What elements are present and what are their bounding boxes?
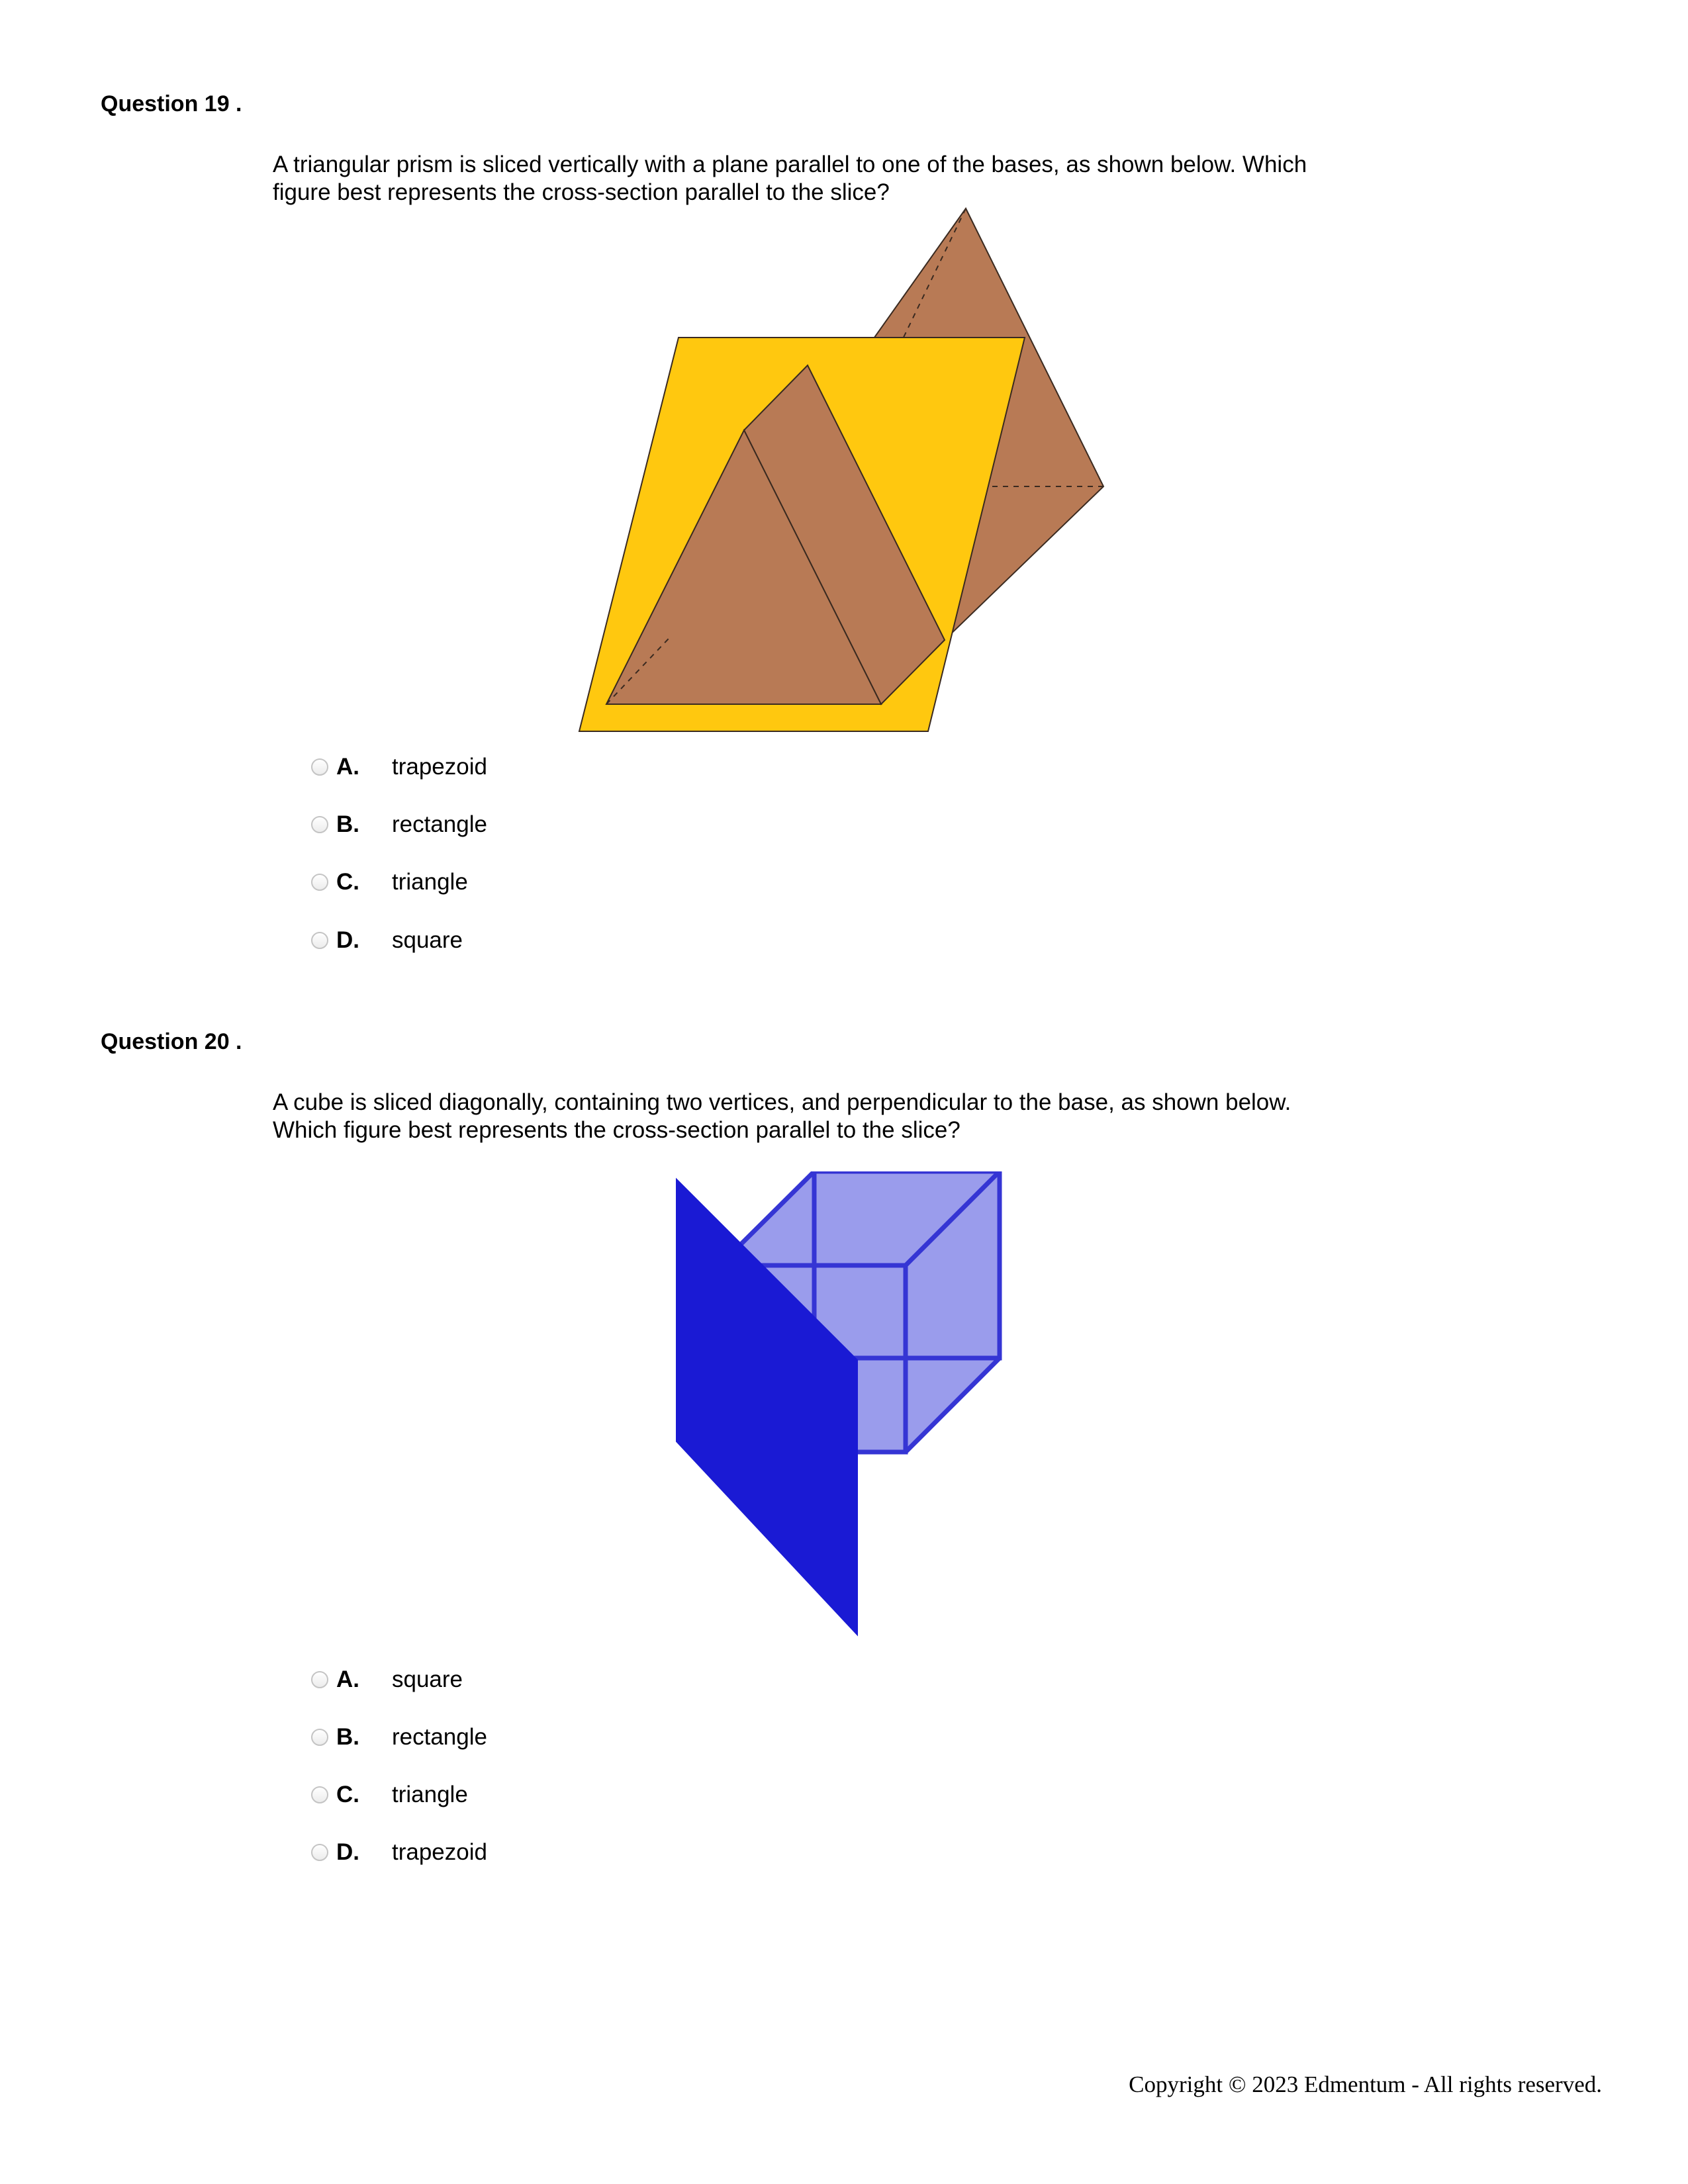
question-20-text-line-2: Which figure best represents the cross-section parallel to the slice? [273, 1117, 961, 1143]
option-letter: C. [336, 869, 359, 895]
option-text: trapezoid [392, 754, 487, 780]
q20-option-d[interactable] [311, 1838, 487, 1867]
q20-option-a[interactable] [311, 1665, 463, 1694]
option-text: trapezoid [392, 1839, 487, 1865]
option-text: square [392, 927, 463, 953]
option-letter: C. [336, 1782, 359, 1807]
radio-button[interactable] [311, 1671, 328, 1688]
option-letter: A. [336, 1666, 359, 1692]
option-text: square [392, 1666, 463, 1692]
q20-option-b[interactable] [311, 1723, 487, 1752]
cube-slice-figure [669, 1171, 1019, 1641]
triangular-prism-slice-figure [569, 199, 1119, 741]
option-text: triangle [392, 869, 468, 895]
radio-button[interactable] [311, 932, 328, 949]
option-text: triangle [392, 1782, 468, 1807]
option-text: rectangle [392, 1724, 487, 1750]
radio-button[interactable] [311, 758, 328, 776]
radio-button[interactable] [311, 874, 328, 891]
q19-option-b[interactable] [311, 810, 487, 839]
radio-button[interactable] [311, 816, 328, 833]
option-text: rectangle [392, 811, 487, 837]
radio-button[interactable] [311, 1786, 328, 1803]
question-20-heading: Question 20 . [101, 1029, 242, 1054]
copyright-footer: Copyright © 2023 Edmentum - All rights reserved. [1129, 2071, 1602, 2097]
question-19-heading: Question 19 . [101, 91, 242, 116]
q19-option-a[interactable] [311, 752, 487, 782]
question-19-text-line-2: figure best represents the cross-section parallel to the slice? [273, 179, 890, 205]
question-20-text [273, 1089, 1464, 1144]
option-letter: B. [336, 1724, 359, 1750]
radio-button[interactable] [311, 1729, 328, 1746]
option-letter: D. [336, 927, 359, 953]
radio-button[interactable] [311, 1844, 328, 1861]
question-20-text-line-1: A cube is sliced diagonally, containing two vertices, and perpendicular to the base, as shown below. [273, 1089, 1291, 1115]
question-19-text-line-1: A triangular prism is sliced vertically with a plane parallel to one of the bases, as shown below. Which [273, 152, 1307, 177]
option-letter: B. [336, 811, 359, 837]
q20-option-c[interactable] [311, 1780, 468, 1809]
q19-option-c[interactable] [311, 868, 468, 897]
option-letter: D. [336, 1839, 359, 1865]
option-letter: A. [336, 754, 359, 780]
q19-option-d[interactable] [311, 926, 463, 955]
